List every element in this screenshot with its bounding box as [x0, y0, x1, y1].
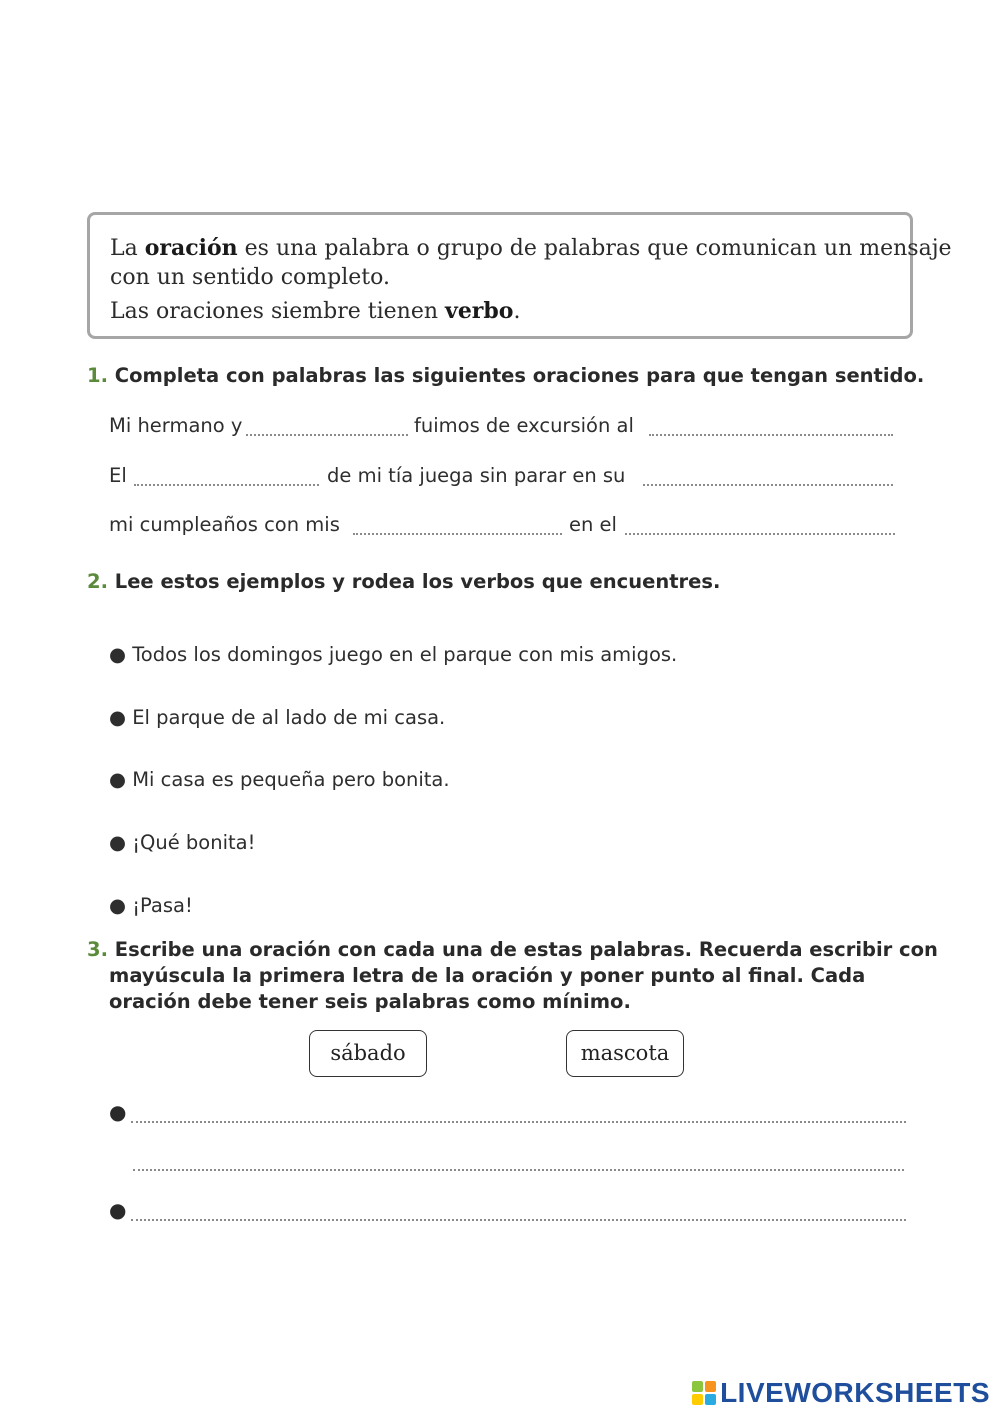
- blank-line[interactable]: [649, 434, 893, 436]
- definition-box: [87, 212, 952, 339]
- q1-sentence-3-mid: en el: [569, 513, 617, 536]
- logo-text: LIVEWORKSHEETS: [720, 1377, 990, 1408]
- question-2-heading: 2. Lee estos ejemplos y rodea los verbos que encuentres.: [87, 570, 721, 593]
- liveworksheets-logo[interactable]: [692, 1379, 990, 1407]
- blank-line[interactable]: [643, 484, 893, 486]
- question-1-heading: 1. Completa con palabras las siguientes oraciones para que tengan sentido.: [87, 364, 925, 387]
- blank-line[interactable]: [353, 533, 562, 535]
- answer-line-2[interactable]: [131, 1219, 906, 1221]
- blank-line[interactable]: [625, 533, 895, 535]
- q1-sentence-2-start: El: [109, 464, 127, 487]
- example-sentence[interactable]: ● El parque de al lado de mi casa.: [109, 706, 446, 729]
- q1-sentence-3-start: mi cumpleaños con mis: [109, 513, 340, 536]
- blank-line[interactable]: [134, 484, 319, 486]
- question-3-line-2: mayúscula la primera letra de la oración y poner punto al final. Cada: [109, 964, 866, 987]
- definition-line-1: La oración es una palabra o grupo de palabras que comunican un mensaje: [110, 235, 952, 261]
- word-box-sabado: sábado: [309, 1030, 427, 1077]
- question-number: 1.: [87, 364, 108, 387]
- logo-blocks-icon: [692, 1381, 716, 1405]
- answer-line-1[interactable]: [131, 1121, 906, 1123]
- q1-sentence-2-mid: de mi tía juega sin parar en su: [327, 464, 626, 487]
- answer-line-1-continued[interactable]: [133, 1169, 904, 1171]
- question-number: 3.: [87, 938, 108, 961]
- word-box-mascota: mascota: [566, 1030, 684, 1077]
- example-sentence[interactable]: ● ¡Pasa!: [109, 894, 193, 917]
- example-sentence[interactable]: ● Mi casa es pequeña pero bonita.: [109, 768, 450, 791]
- bullet-1: ●: [109, 1100, 127, 1124]
- question-3-line-3: oración debe tener seis palabras como mínimo.: [109, 990, 631, 1013]
- definition-line-2: con un sentido completo.: [110, 265, 390, 290]
- q1-sentence-1-mid: fuimos de excursión al: [414, 414, 634, 437]
- question-3-heading: 3. Escribe una oración con cada una de estas palabras. Recuerda escribir con: [87, 938, 938, 961]
- definition-line-3: Las oraciones siembre tienen verbo.: [110, 298, 521, 324]
- example-sentence[interactable]: ● ¡Qué bonita!: [109, 831, 256, 854]
- bullet-2: ●: [109, 1198, 127, 1222]
- example-sentence[interactable]: ● Todos los domingos juego en el parque con mis amigos.: [109, 643, 678, 666]
- q1-sentence-1-start: Mi hermano y: [109, 414, 243, 437]
- blank-line[interactable]: [246, 434, 408, 436]
- question-number: 2.: [87, 570, 108, 593]
